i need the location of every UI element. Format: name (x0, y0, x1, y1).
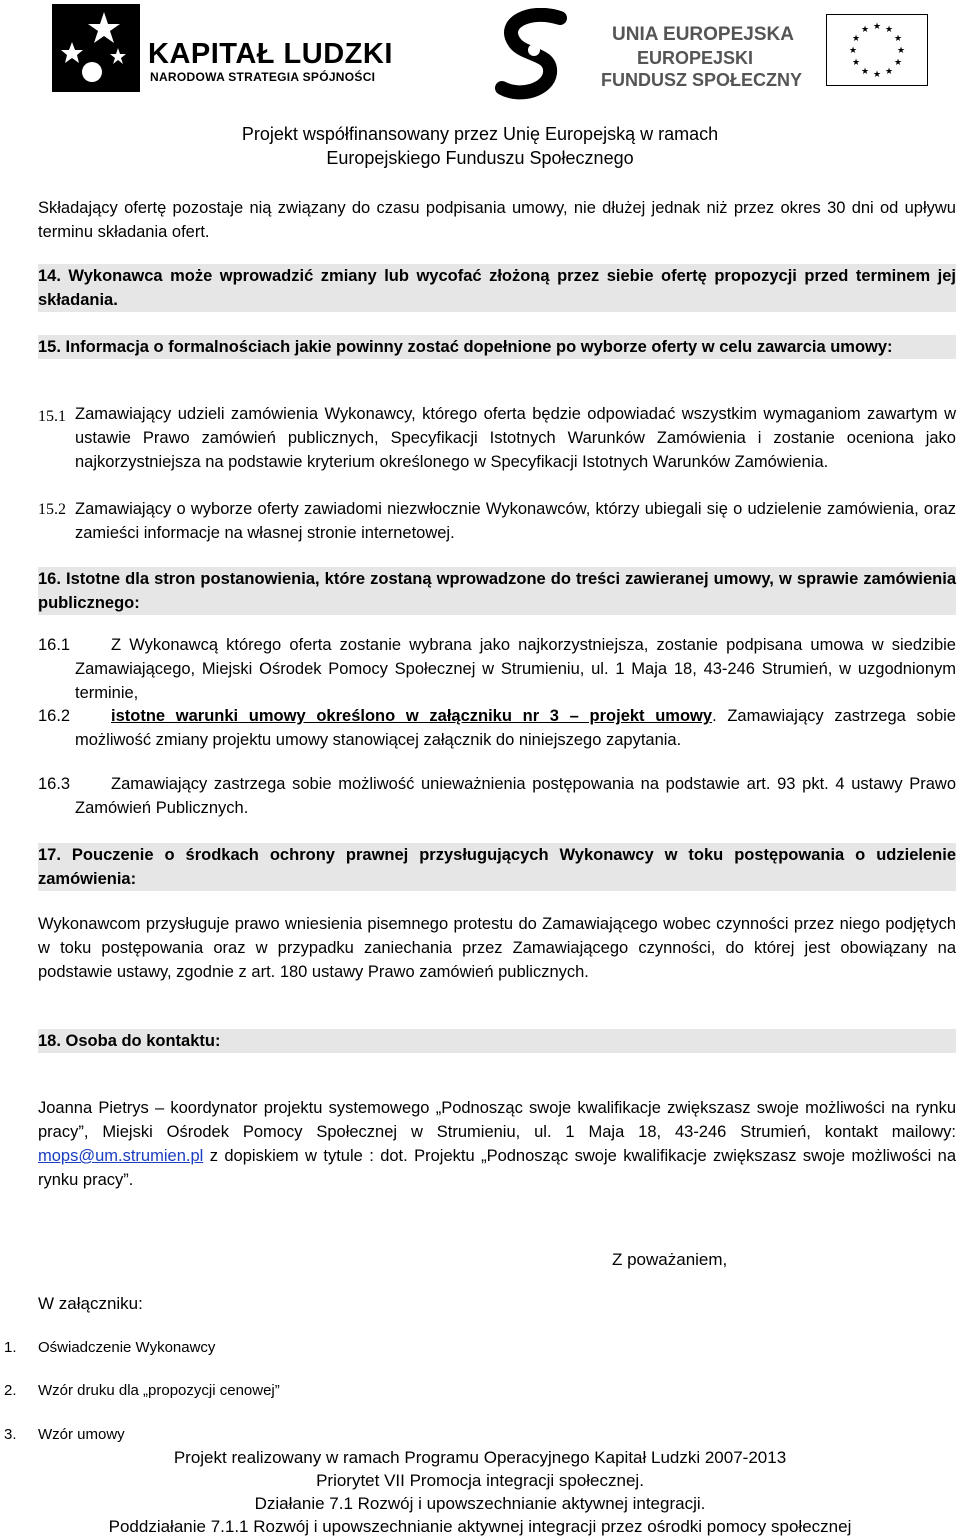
svg-text:★: ★ (893, 58, 903, 68)
attachment-item: Oświadczenie Wykonawcy (38, 1339, 216, 1356)
contact-email-link[interactable]: mops@um.strumien.pl (38, 1147, 204, 1165)
contact-text-a: Joanna Pietrys – koordynator projektu systemowego „Podnosząc swoje kwalifikacje zwiększasz swoje możliwości na rynku pracy”, Miejski Ośrodek Pomocy Społecznej w Strumieniu, ul. 1 Maja 18, 43-246 Strumień, kontakt mailowy: (38, 1099, 956, 1141)
footer-line-3: Działanie 7.1 Rozwój i upowszechnianie aktywnej integracji. (254, 1494, 706, 1513)
cofinancing-line-1: Projekt współfinansowany przez Unię Europejską w ramach (241, 124, 719, 144)
section-16-2-emphasis: istotne warunki umowy określono w załączniku nr 3 – projekt umowy (111, 707, 713, 725)
attachment-item: Wzór druku dla „propozycji cenowej” (38, 1382, 280, 1399)
section-16-3-text: Zamawiający zastrzega sobie możliwość unieważnienia postępowania na podstawie art. 93 pkt. 4 ustawy Prawo Zamówień Publicznych. (75, 775, 956, 817)
section-17-text: Wykonawcom przysługuje prawo wniesienia pisemnego protestu do Zamawiającego wobec czynności przez niego podjętych w toku postępowania oraz w przypadku zaniechania przez Zamawiającego czynności, do której jest obowiązany na podstawie ustawy, zgodnie z art. 180 ustawy Prawo zamówień publicznych. (38, 915, 956, 981)
svg-text:★: ★ (872, 70, 882, 80)
section-16-2-rest: . Zamawiający zastrzega sobie możliwość zmiany projektu umowy stanowiącej załącznik do niniejszego zapytania. (75, 707, 956, 749)
footer-line-1: Projekt realizowany w ramach Programu Operacyjnego Kapitał Ludzki 2007-2013 (173, 1448, 787, 1467)
section-14-heading: 14. Wykonawca może wprowadzić zmiany lub wycofać złożoną przez siebie ofertę propozycji przed terminem jej składania. (38, 264, 956, 312)
section-16-2-number: 16.2 (38, 707, 71, 725)
section-15-1-text: Zamawiający udzieli zamówienia Wykonawcy, którego oferta będzie odpowiadać wszystkim wymaganiom zawartym w ustawie Prawo zamówień publicznych, Specyfikacji Istotnych Warunków Zamówienia i zostanie oceniona jako najkorzystniejsza na podstawie kryterium określonego w Specyfikacji Istotnych Warunków Zamówienia. (75, 405, 956, 471)
svg-text:★: ★ (851, 58, 861, 68)
section-16-3-number: 16.3 (38, 775, 71, 793)
section-15-1-number: 15.1 (38, 408, 66, 425)
footer-line-2: Priorytet VII Promocja integracji społecznej. (316, 1471, 644, 1490)
attachment-item: Wzór umowy (38, 1426, 125, 1443)
regards-text: Z poważaniem, (612, 1250, 728, 1269)
svg-text:★: ★ (872, 22, 882, 32)
ue-logo-line3: FUNDUSZ SPOŁECZNY (601, 70, 803, 90)
eu-flag-icon (826, 14, 928, 86)
attachment-item-number: 2. (4, 1382, 17, 1399)
ue-logo-line2: EUROPEJSKI (637, 48, 754, 68)
contact-text-b: z dopiskiem w tytule : dot. Projektu „Podnosząc swoje kwalifikacje zwiększasz swoje możliwości na rynku pracy”. (38, 1147, 956, 1189)
svg-text:★: ★ (896, 46, 906, 56)
section-16-1-text: Z Wykonawcą którego oferta zostanie wybrana jako najkorzystniejsza, zostanie podpisana umowa w siedzibie Zamawiającego, Miejski Ośrodek Pomocy Społecznej w Strumieniu, ul. 1 Maja 18, 43-246 Strumień, w uzgodnionym terminie, (75, 636, 956, 702)
svg-text:★: ★ (860, 25, 870, 35)
section-16-heading: 16. Istotne dla stron postanowienia, które zostaną wprowadzone do treści zawieranej umowy, w sprawie zamówienia publicznego: (38, 567, 956, 615)
svg-text:★: ★ (860, 67, 870, 77)
footer-line-4: Poddziałanie 7.1.1 Rozwój i upowszechnianie aktywnej integracji przez ośrodki pomocy społecznej (108, 1517, 852, 1536)
cofinancing-line-2: Europejskiego Funduszu Społecznego (326, 148, 634, 168)
attachments-label: W załączniku: (38, 1294, 143, 1313)
svg-text:★: ★ (884, 25, 894, 35)
attachment-item-number: 1. (4, 1339, 17, 1356)
offer-validity-paragraph: Składający ofertę pozostaje nią związany do czasu podpisania umowy, nie dłużej jednak niż przez okres 30 dni od upływu terminu składania ofert. (38, 199, 956, 241)
svg-text:★: ★ (893, 34, 903, 44)
svg-text:★: ★ (884, 67, 894, 77)
svg-text:★: ★ (851, 34, 861, 44)
section-18-heading: 18. Osoba do kontaktu: (38, 1029, 956, 1053)
kl-logo-title: KAPITAŁ LUDZKI (148, 38, 393, 70)
section-15-heading: 15. Informacja o formalnościach jakie powinny zostać dopełnione po wyborze oferty w celu zawarcia umowy: (38, 335, 956, 359)
attachment-item-number: 3. (4, 1426, 17, 1443)
section-17-heading: 17. Pouczenie o środkach ochrony prawnej przysługujących Wykonawcy w toku postępowania o udzielenie zamówienia: (38, 843, 956, 891)
contact-paragraph (38, 1096, 956, 1192)
section-16-2-text (75, 704, 956, 752)
section-16-1-number: 16.1 (38, 636, 71, 654)
ue-logo-line1: UNIA EUROPEJSKA (612, 24, 794, 45)
efs-s-logo-icon (490, 8, 580, 104)
svg-text:★: ★ (848, 46, 858, 56)
kapital-ludzki-logo-icon (52, 4, 140, 92)
section-15-2-text: Zamawiający o wyborze oferty zawiadomi niezwłocznie Wykonawców, którzy ubiegali się o udzielenie zamówienia, oraz zamieści informacje na własnej stronie internetowej. (75, 500, 956, 542)
kl-logo-subtitle: NARODOWA STRATEGIA SPÓJNOŚCI (150, 70, 376, 84)
section-15-2-number: 15.2 (38, 501, 66, 518)
